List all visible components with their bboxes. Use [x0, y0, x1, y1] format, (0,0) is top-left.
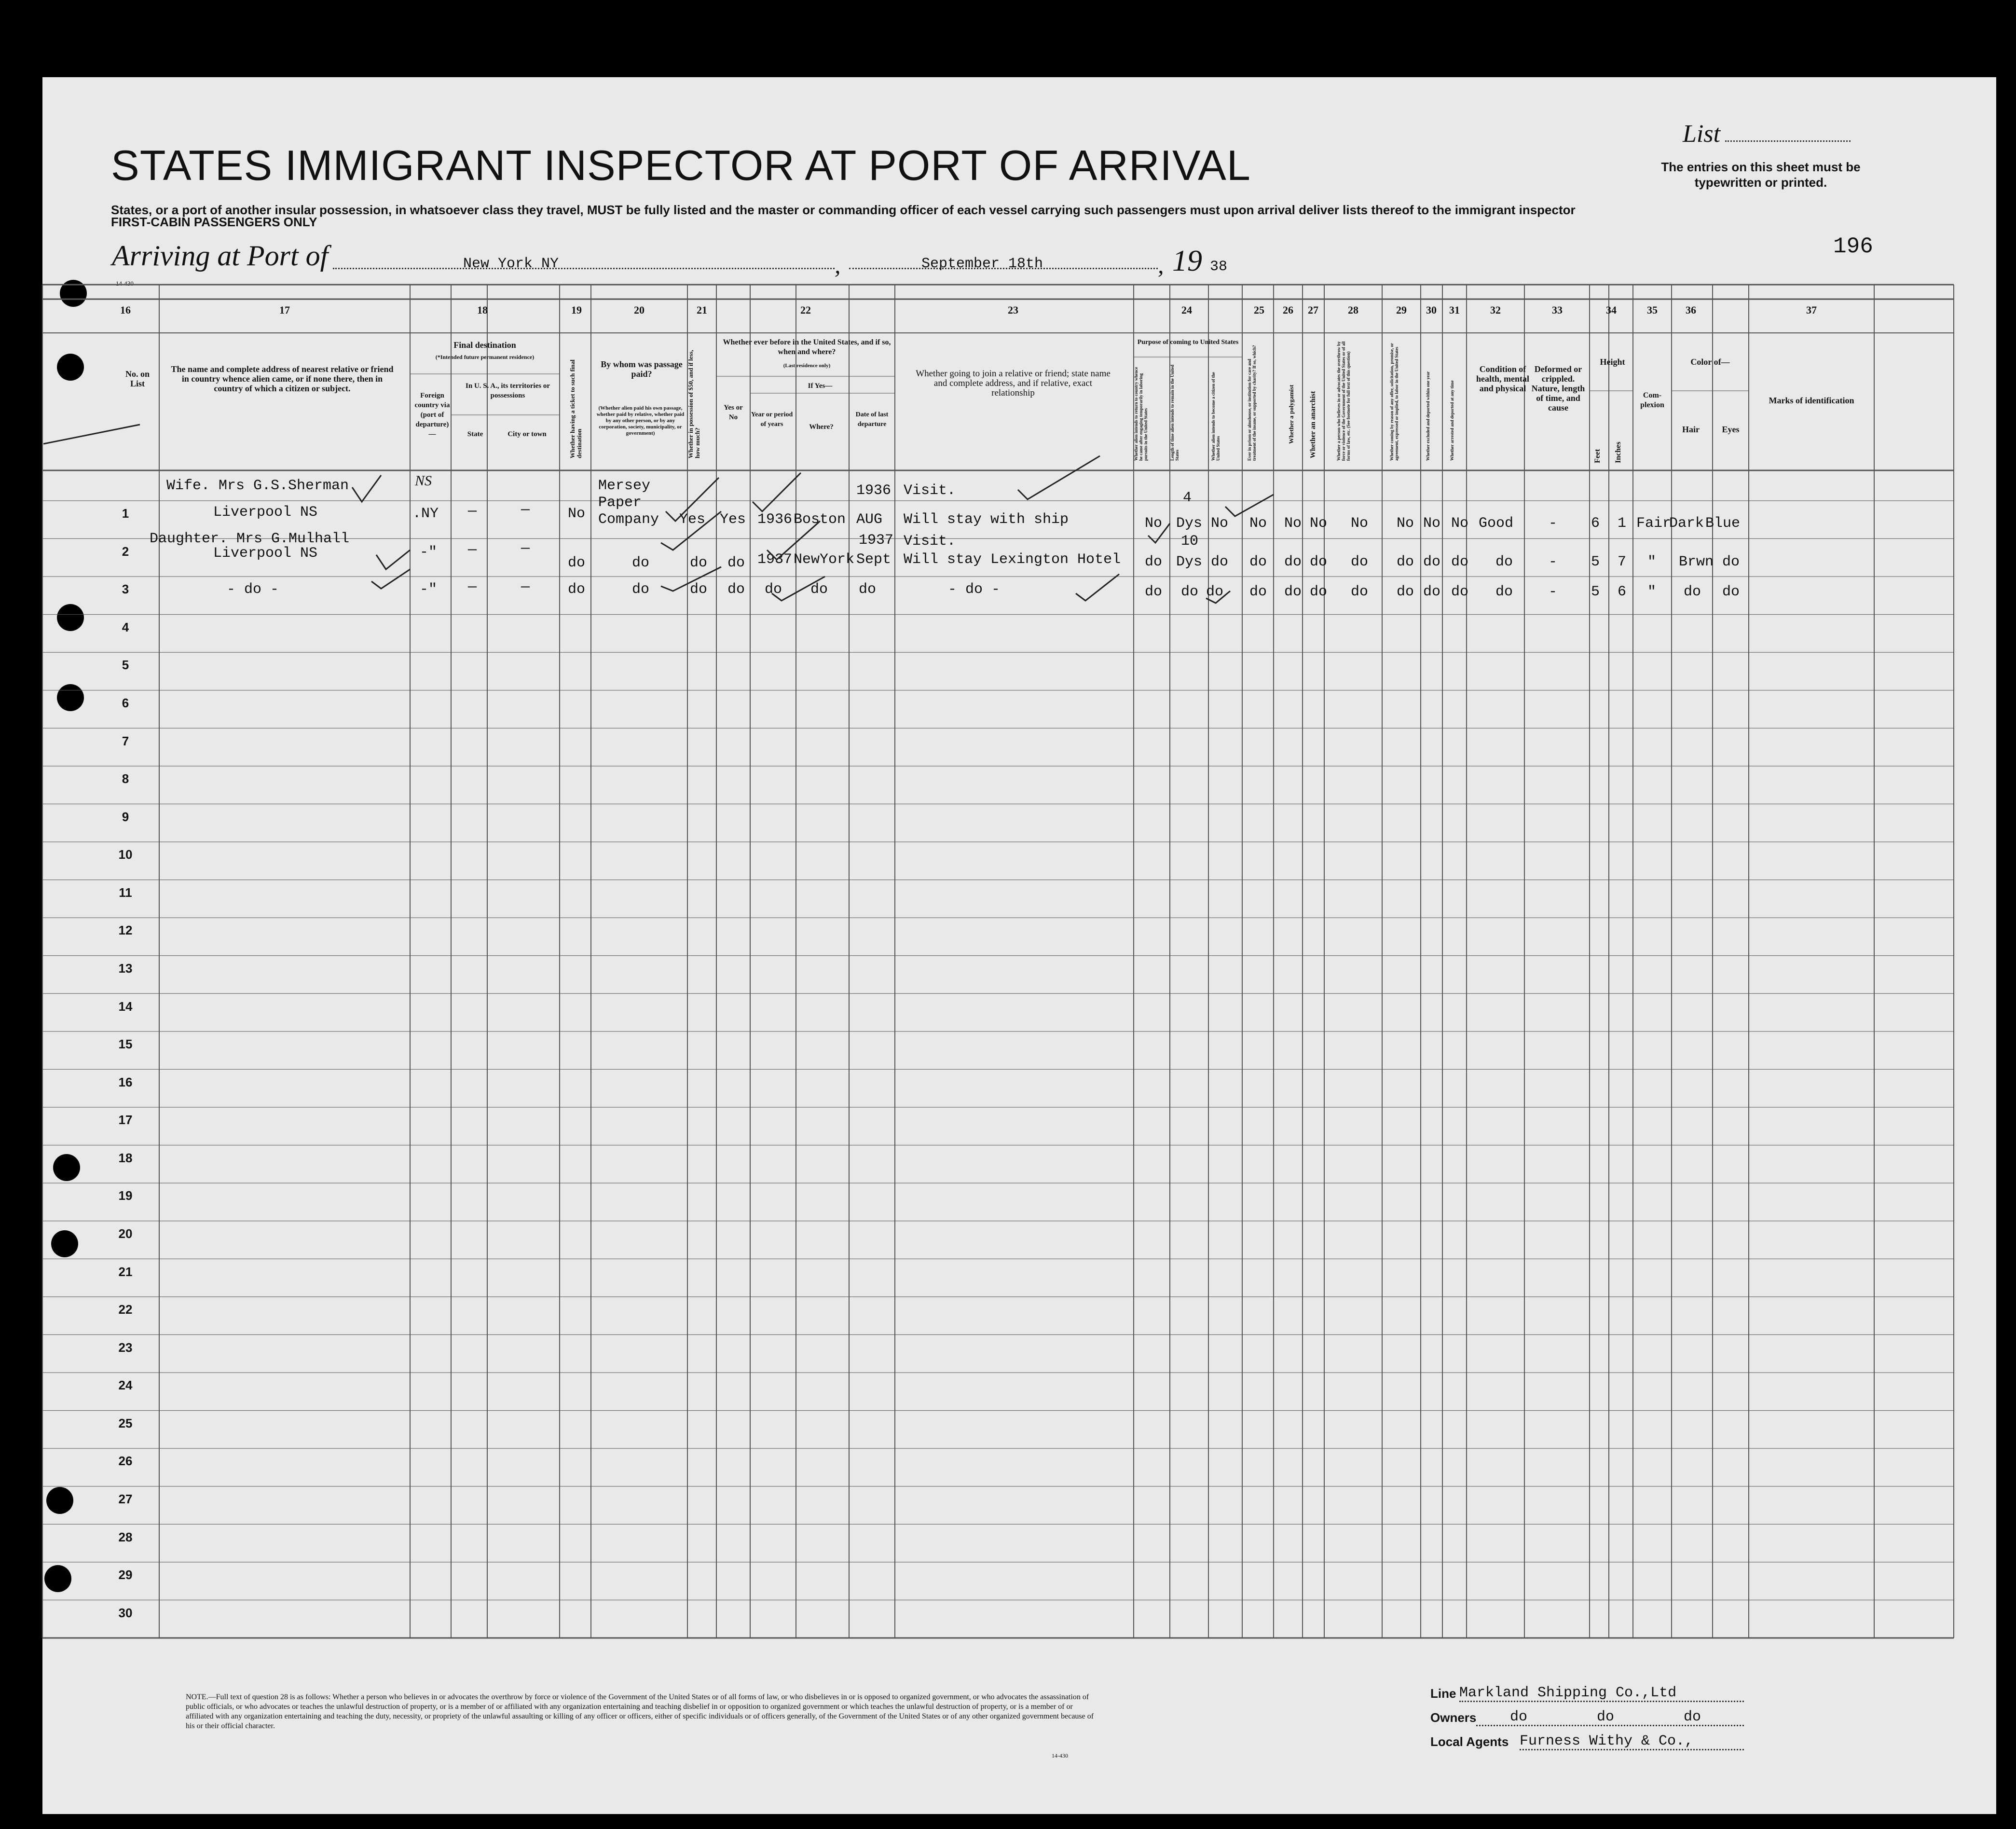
column-number: 33 [1552, 304, 1563, 316]
row3-health: do [1495, 584, 1513, 600]
row-number: 28 [118, 1529, 133, 1544]
row2-ticket: do [568, 555, 586, 571]
column-number: 27 [1308, 304, 1318, 316]
form-title: STATES IMMIGRANT INSPECTOR AT PORT OF ARRIVAL [111, 141, 1251, 189]
row-number: 25 [118, 1416, 133, 1430]
row2-state: — [468, 542, 477, 558]
column-number: 30 [1426, 304, 1437, 316]
row-number: 17 [118, 1113, 133, 1128]
row1-where: Boston [794, 511, 846, 528]
row1-state: — [468, 503, 477, 520]
column-number: 29 [1396, 304, 1407, 316]
row1-polygamist: No [1284, 515, 1302, 532]
row2-citizen: do [1211, 554, 1229, 570]
row1-hair: Dark [1669, 515, 1704, 532]
column-number: 17 [279, 304, 290, 316]
row2-length-num: 10 [1181, 533, 1199, 550]
row2-city: — [521, 540, 530, 557]
header-purpose-a: Whether alien intends to return to country whence he came after engaging temporarily in laboring pursuits in the United States [1134, 367, 1148, 461]
column-number: 31 [1449, 304, 1460, 316]
row1-q29: No [1397, 515, 1414, 532]
header-where: Where? [809, 423, 834, 431]
cabin-class: FIRST-CABIN PASSENGERS ONLY [111, 215, 317, 229]
arrival-year-prefix: 19 [1172, 245, 1202, 277]
header-final-destination: Final destination [453, 340, 516, 350]
header-ticket: Whether having a ticket to such final destination [569, 359, 583, 458]
header-inches: Inches [1614, 441, 1622, 463]
row-number: 30 [118, 1605, 133, 1620]
row1-deformed: - [1549, 515, 1558, 532]
column-number: 34 [1606, 304, 1617, 316]
row1-passage-3: Company [598, 511, 659, 528]
row-number: 21 [118, 1264, 133, 1279]
header-final-destination-sub: (*Intended future permanent residence) [435, 354, 535, 360]
header-color-of: Color of— [1690, 357, 1730, 367]
row1-relative-name: Wife. Mrs G.S.Sherman [166, 478, 349, 494]
header-purpose-b: Length of time alien intends to remain in the United States [1170, 364, 1179, 461]
row3-inches: 6 [1618, 584, 1627, 600]
row3-relative: - do - [227, 581, 279, 598]
row1-anarchist: No [1310, 515, 1328, 532]
header-q28: Whether a person who believes in or advocates the overthrow by force or violence of the Government of the United States or of all forms of law, etc. (See footnote for full text of this question) [1336, 341, 1351, 461]
column-number: 16 [120, 304, 131, 316]
row2-passage: do [632, 555, 650, 571]
row3-ticket: do [568, 581, 586, 598]
row3-polygamist: do [1284, 584, 1302, 600]
row2-join-1: Visit. [904, 533, 956, 550]
row-number: 20 [118, 1226, 133, 1241]
header-q31: Whether arrested and deported at any time [1450, 380, 1454, 461]
comma: , [835, 251, 841, 278]
row2-prison: do [1249, 554, 1267, 570]
row1-feet: 6 [1591, 515, 1600, 532]
header-deformed: Deformed or crippled. Nature, length of time, and cause [1531, 364, 1585, 413]
row2-return: do [1145, 554, 1163, 570]
row2-deformed: - [1549, 554, 1558, 570]
header-foreign-country: Foreign country via (port of departure)— [414, 392, 450, 438]
row2-departure: Sept [856, 551, 891, 568]
row-number: 4 [122, 619, 129, 634]
row-number: 8 [122, 771, 129, 786]
header-q30: Whether excluded and deported within one year [1426, 371, 1430, 461]
row1-ticket: No [568, 506, 586, 522]
row3-q28: do [1351, 584, 1369, 600]
row2-eyes: do [1722, 554, 1740, 570]
row1-departure: AUG [856, 511, 883, 528]
header-fifty-dollars: Whether in possession of $50, and if less, how much? [687, 350, 701, 458]
row-number: 26 [118, 1454, 133, 1469]
row-number: 27 [118, 1491, 133, 1506]
row3-join: - do - [948, 581, 1001, 598]
header-prison: Ever in prison or almshouse, or institution for care and treatment of the insane, or supported by charity? If so, which? [1247, 345, 1257, 461]
row1-q30: No [1423, 515, 1441, 532]
header-if-yes: If Yes— [808, 382, 833, 390]
row3-q29: do [1397, 584, 1414, 600]
row2-anarchist: do [1310, 554, 1328, 570]
row1-city: — [521, 502, 530, 518]
row3-q30: do [1423, 584, 1441, 600]
row1-foreign-port: .NY [412, 506, 439, 522]
row2-relative-name: Daughter. Mrs G.Mulhall [150, 531, 350, 547]
row2-polygamist: do [1284, 554, 1302, 570]
row-number: 24 [118, 1378, 133, 1393]
row-number: 29 [118, 1568, 133, 1582]
header-eyes: Eyes [1722, 425, 1740, 434]
row1-passage-1: Mersey [598, 478, 651, 494]
row1-q31: No [1451, 515, 1469, 532]
row3-before: do [727, 581, 745, 598]
row-number: 7 [122, 733, 129, 748]
row2-health: do [1495, 554, 1513, 570]
row-number: 15 [118, 1037, 133, 1052]
row3-fifty: do [690, 581, 708, 598]
owners-value: do do do [1510, 1709, 1701, 1725]
row-number: 10 [118, 847, 133, 862]
row3-return: do [1145, 584, 1163, 600]
header-year-period: Year or period of years [751, 411, 793, 428]
header-purpose: Purpose of coming to United States [1137, 339, 1239, 346]
header-in-usa: In U. S. A., its territories or possessions [466, 382, 550, 399]
header-join-relative: Whether going to join a relative or friend; state name and complete address, and if relative, exact relationship [916, 369, 1111, 398]
header-nearest-relative: The name and complete address of nearest relative or friend in country whence alien came, or if none there, then in country of which a citizen or subject. [171, 364, 394, 393]
row-number: 3 [122, 582, 129, 597]
column-number: 25 [1254, 304, 1264, 316]
row2-departure-year: 1937 [859, 532, 894, 549]
row-number: 16 [118, 1074, 133, 1089]
row2-q28: do [1351, 554, 1369, 570]
form-code: 14-430 [116, 280, 134, 287]
row2-q29: do [1397, 554, 1414, 570]
row3-prison: do [1249, 584, 1267, 600]
row1-complexion: Fair [1636, 515, 1672, 532]
row-number: 2 [122, 544, 129, 559]
header-state: State [467, 430, 483, 438]
row1-relative-address: Liverpool NS [213, 504, 318, 521]
row3-year: do [765, 581, 782, 598]
row2-fifty: do [690, 555, 708, 571]
column-number: 19 [571, 304, 582, 316]
row2-before: do [727, 555, 745, 571]
footer-form-code: 14-430 [1052, 1752, 1068, 1759]
row-number: 18 [118, 1150, 133, 1165]
row3-complexion: " [1647, 584, 1657, 600]
row-number: 12 [118, 923, 133, 938]
page-number: 196 [1833, 234, 1873, 259]
column-number: 24 [1181, 304, 1192, 316]
row1-prison: No [1249, 515, 1267, 532]
column-number: 36 [1686, 304, 1696, 316]
row1-length: Dys [1176, 515, 1203, 532]
header-yes-or-no: Yes or No [724, 404, 743, 421]
row2-q31: do [1451, 554, 1469, 570]
column-number: 37 [1806, 304, 1817, 316]
row2-length: Dys [1176, 554, 1203, 570]
row1-citizen: No [1211, 515, 1229, 532]
header-q29: Whether coming by reason of any offer, solicitation, promise, or agreement, expressed or implied, to labor in the United States [1389, 343, 1399, 461]
row3-departure: do [859, 581, 877, 598]
column-number: 26 [1283, 304, 1293, 316]
column-number: 18 [477, 304, 488, 316]
row-number: 19 [118, 1188, 133, 1203]
header-passage-paid-sub: (Whether alien paid his own passage, whether paid by relative, whether paid by any other person, or by any corporation, society, municipality, or government) [596, 405, 685, 436]
footer-note: NOTE.—Full text of question 28 is as follows: Whether a person who believes in or advocates the overthrow by force or violence of the Government of the United States or of all forms of law, or who disbelieves in or is opposed to organized government, or who advocates the assassination of public officials, or who advocates or teaches the unlawful destruction of property, or is a member of or affiliated with any organization entertaining and teaching disbelief in or opposition to organized government or which teaches the unlawful destruction of property, or is a member of or affiliated with any organization entertaining and teaching the duty, necessity, or propriety of the unlawful assaulting or killing of any officer or officers, either of specific individuals or of officers generally, of the Government of the United States or of any other organized government because of his or their official character. [186, 1693, 1094, 1730]
column-number: 22 [800, 304, 811, 316]
row3-feet: 5 [1591, 584, 1600, 600]
row3-q31: do [1451, 584, 1469, 600]
list-label: List [1683, 120, 1851, 148]
header-purpose-c: Whether alien intends to become a citizen of the United States [1211, 372, 1221, 461]
row1-q28: No [1351, 515, 1369, 532]
row2-foreign: -" [420, 544, 438, 561]
header-no-on-list: No. on List [125, 369, 150, 388]
row1-eyes: Blue [1705, 515, 1741, 532]
agents-value: Furness Withy & Co., [1520, 1733, 1694, 1749]
line-label: Line [1430, 1686, 1456, 1701]
header-marks: Marks of identification [1769, 396, 1854, 405]
row2-complexion: " [1647, 554, 1657, 570]
row2-relative-address: Liverpool NS [213, 545, 318, 562]
row-number: 14 [118, 999, 133, 1014]
row1-before: Yes [720, 511, 746, 528]
row-number: 1 [122, 506, 129, 521]
row1-departure-year: 1936 [856, 482, 891, 499]
row2-where: NewYork [794, 551, 855, 568]
row1-inches: 1 [1618, 515, 1627, 532]
row1-passage-2: Paper [598, 495, 642, 511]
row3-state: — [468, 579, 477, 595]
header-polygamist: Whether a polygamist [1288, 385, 1295, 444]
header-height: Height [1600, 357, 1625, 367]
line-value: Markland Shipping Co.,Ltd [1459, 1685, 1677, 1701]
row3-deformed: - [1549, 584, 1558, 600]
column-number: 20 [634, 304, 645, 316]
row3-city: — [521, 579, 530, 595]
row-number: 22 [118, 1302, 133, 1317]
row1-health: Good [1479, 515, 1514, 532]
row-number: 6 [122, 695, 129, 710]
owners-label: Owners [1430, 1710, 1477, 1725]
arrival-port: New York NY [463, 256, 559, 272]
row2-q30: do [1423, 554, 1441, 570]
arrival-date: September 18th [921, 256, 1043, 272]
header-before-in-us: Whether ever before in the United States, and if so, when and where? [723, 338, 891, 356]
column-number: 35 [1647, 304, 1658, 316]
column-number: 32 [1490, 304, 1501, 316]
instruction-line: States, or a port of another insular possession, in whatsoever class they travel, MUST be fully listed and the master or commanding officer of each vessel carrying such passengers must upon arrival deliver lists thereof to the immigrant inspector [111, 203, 1576, 217]
header-feet: Feet [1593, 449, 1602, 463]
header-anarchist: Whether an anarchist [1309, 391, 1317, 458]
header-hair: Hair [1682, 425, 1700, 434]
row3-citizen: do [1206, 584, 1224, 600]
header-date-departure: Date of last departure [855, 411, 889, 428]
row3-passage: do [632, 581, 650, 598]
row3-hair: do [1684, 584, 1701, 600]
column-number: 23 [1008, 304, 1018, 316]
row1-join-1: Visit. [904, 482, 956, 499]
row1-year: 1936 [757, 511, 793, 528]
row3-length: do [1181, 584, 1199, 600]
row3-where: do [810, 581, 828, 598]
header-city: City or town [507, 430, 547, 438]
row-number: 5 [122, 658, 129, 673]
agents-label: Local Agents [1430, 1734, 1509, 1749]
column-number: 28 [1348, 304, 1358, 316]
row1-fifty: Yes [679, 511, 706, 528]
row-number: 23 [118, 1340, 133, 1355]
row-number: 11 [119, 885, 132, 900]
typewritten-note: The entries on this sheet must be typewritten or printed. [1661, 160, 1861, 190]
row1-foreign: NS [415, 473, 432, 489]
row3-foreign: -" [420, 581, 438, 598]
row2-feet: 5 [1591, 554, 1600, 570]
row2-hair: Brwn [1679, 554, 1714, 570]
row1-length-num: 4 [1183, 490, 1192, 506]
row1-return: No [1145, 515, 1163, 532]
header-before-in-us-sub: (Last residence only) [783, 363, 831, 369]
header-health: Condition of health, mental and physical [1476, 364, 1529, 393]
arrival-label: Arriving at Port of [112, 240, 329, 272]
row3-anarchist: do [1310, 584, 1328, 600]
row2-join-2: Will stay Lexington Hotel [904, 551, 1121, 568]
row-number: 13 [118, 961, 133, 976]
row1-join-2: Will stay with ship [904, 511, 1069, 528]
row-number: 9 [122, 809, 129, 824]
header-complexion: Com-plexion [1640, 391, 1664, 409]
row2-inches: 7 [1618, 554, 1627, 570]
column-number: 21 [697, 304, 707, 316]
row3-eyes: do [1722, 584, 1740, 600]
row2-year: 1937 [757, 551, 793, 568]
comma: , [1158, 251, 1164, 278]
arrival-year-suffix: 38 [1210, 259, 1228, 275]
header-passage-paid: By whom was passage paid? [601, 359, 683, 379]
